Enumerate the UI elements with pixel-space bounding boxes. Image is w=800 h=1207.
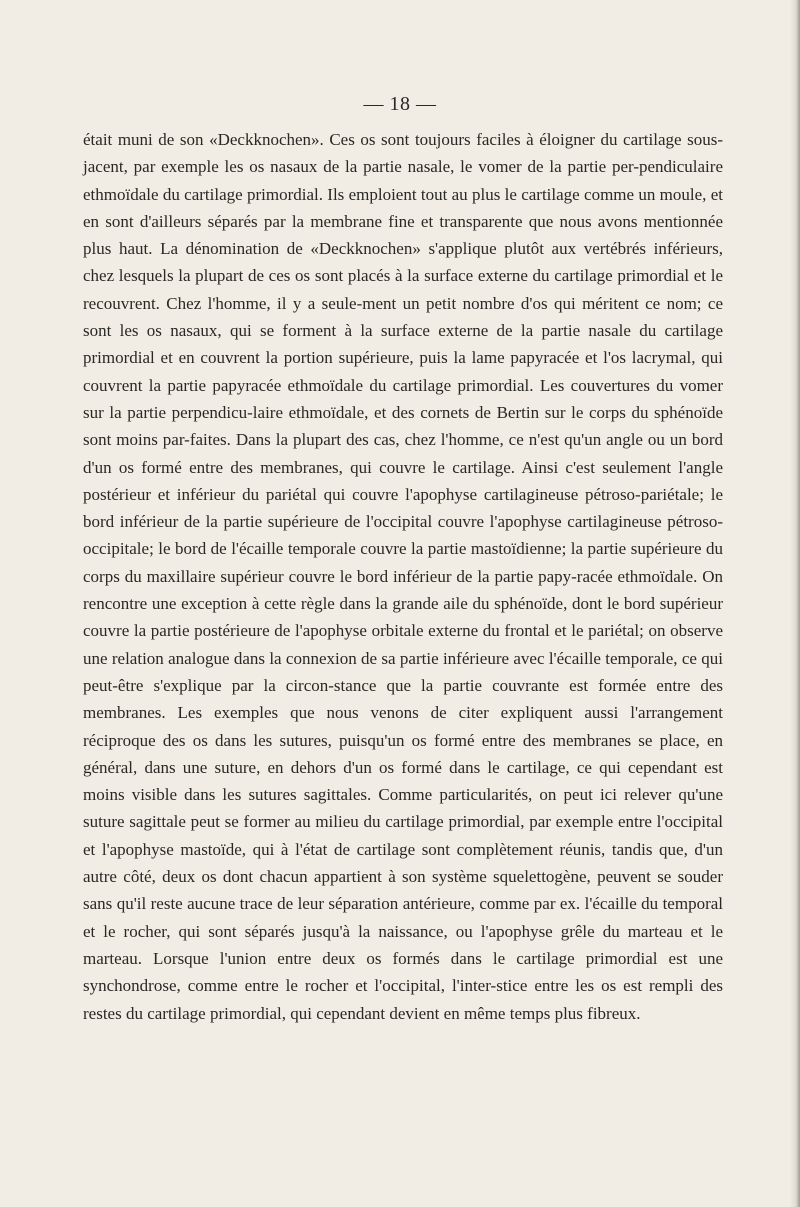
- body-paragraph: était muni de son «Deckknochen». Ces os sont toujours faciles à éloigner du cartilage sous-jacent, par exemple les os nasaux de la partie nasale, le vomer de la partie per-pendiculaire ethmoïdale du cartilage primordial. Ils emploient tout au plus le cartilage comme un moule, et en sont d'ailleurs séparés par la membrane fine et transparente que nous avons mentionnée plus haut. La dénomination de «Deckknochen» s'applique plutôt aux vertébrés inférieurs, chez lesquels la plupart de ces os sont placés à la surface externe du cartilage primordial et le recouvrent. Chez l'homme, il y a seule-ment un petit nombre d'os qui méritent ce nom; ce sont les os nasaux, qui se forment à la surface externe de la partie nasale du cartilage primordial et en couvrent la portion supérieure, puis la lame papyracée et l'os lacrymal, qui couvrent la partie papyracée ethmoïdale du cartilage primordial. Les couvertures du vomer sur la partie perpendicu-laire ethmoïdale, et des cornets de Bertin sur le corps du sphénoïde sont moins par-faites. Dans la plupart des cas, chez l'homme, ce n'est qu'un angle ou un bord d'un os formé entre des membranes, qui couvre le cartilage. Ainsi c'est seulement l'angle postérieur et inférieur du pariétal qui couvre l'apophyse cartilagineuse pétroso-pariétale; le bord inférieur de la partie supérieure de l'occipital couvre l'apophyse cartilagineuse pétroso-occipitale; le bord de l'écaille temporale couvre la partie mastoïdienne; la partie supérieure du corps du maxillaire supérieur couvre le bord inférieur de la partie papy-racée ethmoïdale. On rencontre une exception à cette règle dans la grande aile du sphénoïde, dont le bord supérieur couvre la partie postérieure de l'apophyse orbitale externe du frontal et le pariétal; on observe une relation analogue dans la connexion de sa partie inférieure avec l'écaille temporale, ce qui peut-être s'explique par la circon-stance que la partie couvrante est formée entre des membranes. Les exemples que nous venons de citer expliquent aussi l'arrangement réciproque des os dans les sutures, puisqu'un os formé entre des membranes se place, en général, dans une suture, en dehors d'un os formé dans le cartilage, ce qui cependant est moins visible dans les sutures sagittales. Comme particularités, on peut ici relever qu'une suture sagittale peut se former au milieu du cartilage primordial, par exemple entre l'occipital et l'apophyse mastoïde, qui à l'état de cartilage sont complètement réunis, tandis que, d'un autre côté, deux os dont chacun appartient à son système squelettogène, peuvent se souder sans qu'il reste aucune trace de leur séparation antérieure, comme par ex. l'écaille du temporal et le rocher, qui sont séparés jusqu'à la naissance, ou l'apophyse grêle du marteau et le marteau. Lorsque l'union entre deux os formés dans le cartilage primordial est une synchondrose, comme entre le rocher et l'occipital, l'inter-stice entre les os est rempli des restes du cartilage primordial, qui cependant devient en même temps plus fibreux.: [83, 130, 723, 1023]
- page-edge-shadow: [790, 0, 800, 1207]
- page-number: — 18 —: [363, 93, 437, 115]
